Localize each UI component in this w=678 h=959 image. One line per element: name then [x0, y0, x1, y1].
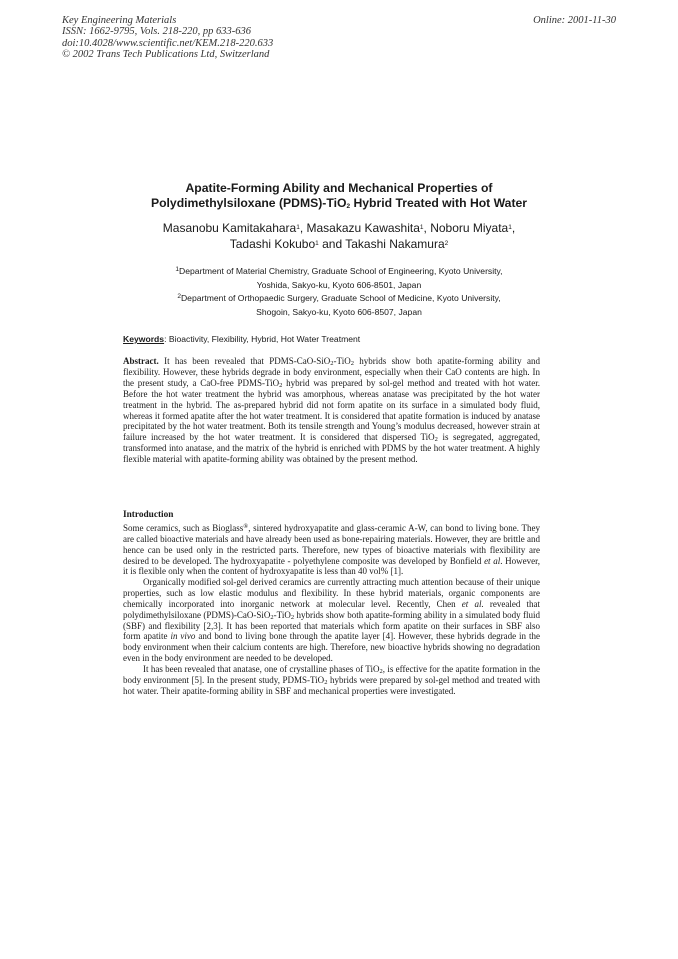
issn-line: ISSN: 1662-9795, Vols. 218-220, pp 633-636 — [62, 26, 251, 38]
author-list — [100, 221, 578, 252]
affiliation-2-line-2: Shogoin, Sakyo-ku, Kyoto 606-8507, Japan — [256, 306, 422, 317]
authors-line-2: Tadashi Kokubo$^1$ and Takashi Nakamura$^2$ — [229, 236, 449, 251]
title-line-2: Polydimethylsiloxane (PDMS)-TiO$_2$ Hybrid Treated with Hot Water — [150, 195, 528, 210]
journal-name: Key Engineering Materials — [62, 15, 177, 26]
copyright-line: © 2002 Trans Tech Publications Ltd, Switzerland — [62, 48, 270, 60]
paper-title — [100, 181, 578, 210]
online-date: Online: 2001-11-30 — [533, 15, 616, 26]
title-line-1: Apatite-Forming Ability and Mechanical Properties of — [185, 181, 493, 195]
affiliation-1-line-2: Yoshida, Sakyo-ku, Kyoto 606-8501, Japan — [256, 279, 422, 290]
intro-paragraph-3: It has been revealed that anatase, one of crystalline phases of TiO$_2$, is effective for the apatite formation in the body environment [5]. In the present study, PDMS-TiO$_2$ hybrids were prepared by sol-gel method and treated with hot water. Their apatite-forming ability in SBF and mechanical properties were investigated. — [123, 663, 541, 696]
keywords-label: Keywords — [123, 334, 165, 344]
keywords — [123, 334, 553, 345]
introduction-heading: Introduction — [123, 510, 174, 520]
affiliation-2-line-1: $^2$Department of Orthopaedic Surgery, Graduate School of Medicine, Kyoto University, — [177, 293, 501, 304]
authors-line-1: Masanobu Kamitakahara$^1$, Masakazu Kawashita$^1$, Noboru Miyata$^1$, — [162, 221, 516, 235]
doi-line: doi:10.4028/www.scientific.net/KEM.218-220.633 — [62, 37, 274, 49]
keywords-text: : Bioactivity, Flexibility, Hybrid, Hot Water Treatment — [164, 334, 361, 344]
intro-paragraph-2: Organically modified sol-gel derived ceramics are currently attracting much attention because of their unique properties, such as low elastic modulus and flexibility. In these hybrid materials, organic components are chemically incorporated into inorganic network at molecular level. Recently, Chen et al. revealed that polydimethylsiloxane (PDMS)-CaO-SiO$_2$-TiO$_2$ hybrids show both apatite-forming ability in a simulated body fluid (SBF) and flexibility [2,3]. It has been reported that materials which form apatite on their surfaces in SBF also form apatite in vivo and bond to living bone through the apatite layer [4]. However, these hybrids degrade in the body environment when their calcium contents are high. Therefore, new bioactive hybrids showing no degradation even in the body environment are needed to be developed. — [123, 577, 541, 664]
abstract-label: Abstract. — [123, 356, 159, 366]
introduction-body — [123, 523, 540, 697]
affiliation-1-line-1: $^1$Department of Material Chemistry, Graduate School of Engineering, Kyoto University, — [175, 266, 503, 276]
intro-paragraph-1: Some ceramics, such as Bioglass®, sintered hydroxyapatite and glass-ceramic A-W, can bond to living bone. They are called bioactive materials and have already been used as bone-repairing materials. However, they are brittle and hence can be used only in the restricted parts. Therefore, new types of bioactive materials with flexibility are desired to be developed. The hydroxyapatite - polyethylene composite was developed by Bonfield et al. However, it is flexible only when the content of hydroxyapatite is less than 40 vol% [1]. — [123, 523, 541, 577]
abstract: Abstract. It has been revealed that PDMS-CaO-SiO$_2$-TiO$_2$ hybrids show both apatite-forming ability and flexibility. However, these hybrids degrade in body environment, especially when their CaO contents are high. In the present study, a CaO-free PDMS-TiO$_2$ hybrid was prepared by sol-gel method and treated with hot water. Before the hot water treatment the hybrid was amorphous, whereas anatase was precipitated by the hot water treatment in the hybrid. The as-prepared hybrid did not form apatite on its surface in a simulated body fluid, whereas it formed apatite after the hot water treatment. It is considered that apatite formation is induced by anatase precipitated by the hot water treatment. Both its tensile strength and Young’s modulus decreased, however strain at failure increased by the hot water treatment. It is considered that dispersed TiO$_2$ is segregated, aggregated, transformed into anatase, and the matrix of the hybrid is enriched with PDMS by the hot water treatment. A highly flexible material with apatite-forming ability was obtained by the present method. — [123, 356, 540, 465]
journal-header — [62, 15, 622, 60]
affiliations — [110, 265, 568, 319]
